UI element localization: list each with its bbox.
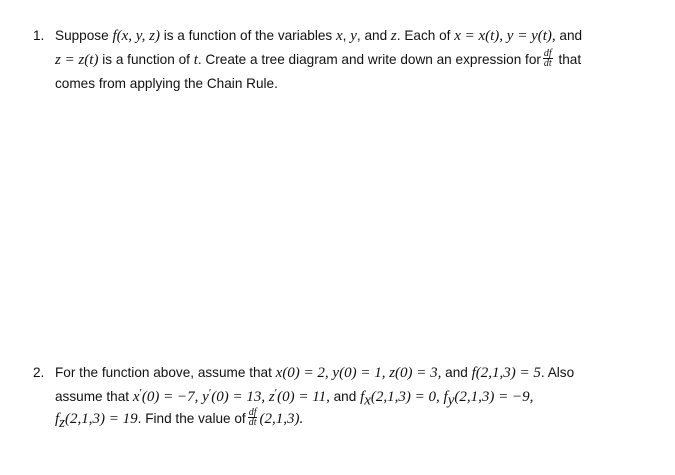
math-x: x <box>132 389 140 405</box>
problem-1-line-2 <box>55 48 582 70</box>
subscript-x: x <box>364 392 371 409</box>
math-y: y <box>202 389 209 405</box>
text: that <box>554 52 582 68</box>
math-f: f <box>55 411 60 428</box>
denominator: dt <box>543 58 552 69</box>
math-f: f <box>360 389 365 405</box>
text: For the function above, assume that <box>55 365 276 380</box>
math-x: x <box>336 28 343 44</box>
math-y: y <box>350 28 357 44</box>
problem-1-line-1 <box>55 27 582 45</box>
math-y-prime-value: (0) = 13, <box>211 389 269 405</box>
text: assume that <box>55 389 133 404</box>
math-z: z <box>390 28 397 44</box>
text: , and <box>356 28 391 43</box>
text: and <box>555 28 583 43</box>
math-point: (2,1,3). <box>259 411 304 428</box>
text: and <box>329 389 361 404</box>
numerator: df <box>248 407 257 418</box>
math-parametric: x = x(t), y = y(t), <box>454 28 556 44</box>
math-f-value: f(2,1,3) = 5 <box>471 365 541 381</box>
math-z-prime-value: (0) = 11, <box>277 389 330 405</box>
text: . Each of <box>396 28 455 43</box>
prime-mark: ′ <box>208 387 212 399</box>
problem-2-line-2 <box>55 384 533 410</box>
problem-2-line-3 <box>55 407 304 432</box>
numerator: df <box>543 48 552 59</box>
math-fxyz: f(x, y, z) <box>112 28 160 44</box>
fraction-df-dt <box>543 49 553 68</box>
text: . Create a tree diagram and write down an expression for <box>197 52 541 68</box>
text: is a function of the variables <box>159 28 336 43</box>
math-z-of-t: z = z(t) <box>55 52 99 69</box>
math-initial-conditions: x(0) = 2, y(0) = 1, z(0) = 3, <box>275 365 442 381</box>
text: comes from applying the Chain Rule. <box>55 76 278 91</box>
problem-2-line-1 <box>55 364 574 382</box>
math-f: f <box>443 389 448 405</box>
problem-1-line-3 <box>55 75 278 93</box>
text: and <box>441 365 472 380</box>
math-x-prime-value: (0) = −7, <box>141 389 203 405</box>
math-z: z <box>268 389 275 405</box>
subscript-y: y <box>447 392 455 409</box>
text: . Also <box>540 365 575 380</box>
math-t: t <box>193 52 198 69</box>
text: is a function of <box>98 52 194 68</box>
prime-mark: ′ <box>274 387 278 399</box>
problem-2-number: 2. <box>33 365 45 380</box>
prime-mark: ′ <box>139 387 142 399</box>
math-fy-value: (2,1,3) = −9, <box>454 389 534 405</box>
math-fz-value: (2,1,3) = 19 <box>65 411 138 428</box>
text: Suppose <box>55 28 113 43</box>
text: . Find the value of <box>137 411 246 427</box>
subscript-z: z <box>59 414 66 431</box>
problem-1-number: 1. <box>33 28 45 43</box>
fraction-df-dt <box>248 408 258 427</box>
text: , <box>342 28 351 43</box>
denominator: dt <box>248 417 257 428</box>
math-fx-value: (2,1,3) = 0, <box>370 389 444 405</box>
